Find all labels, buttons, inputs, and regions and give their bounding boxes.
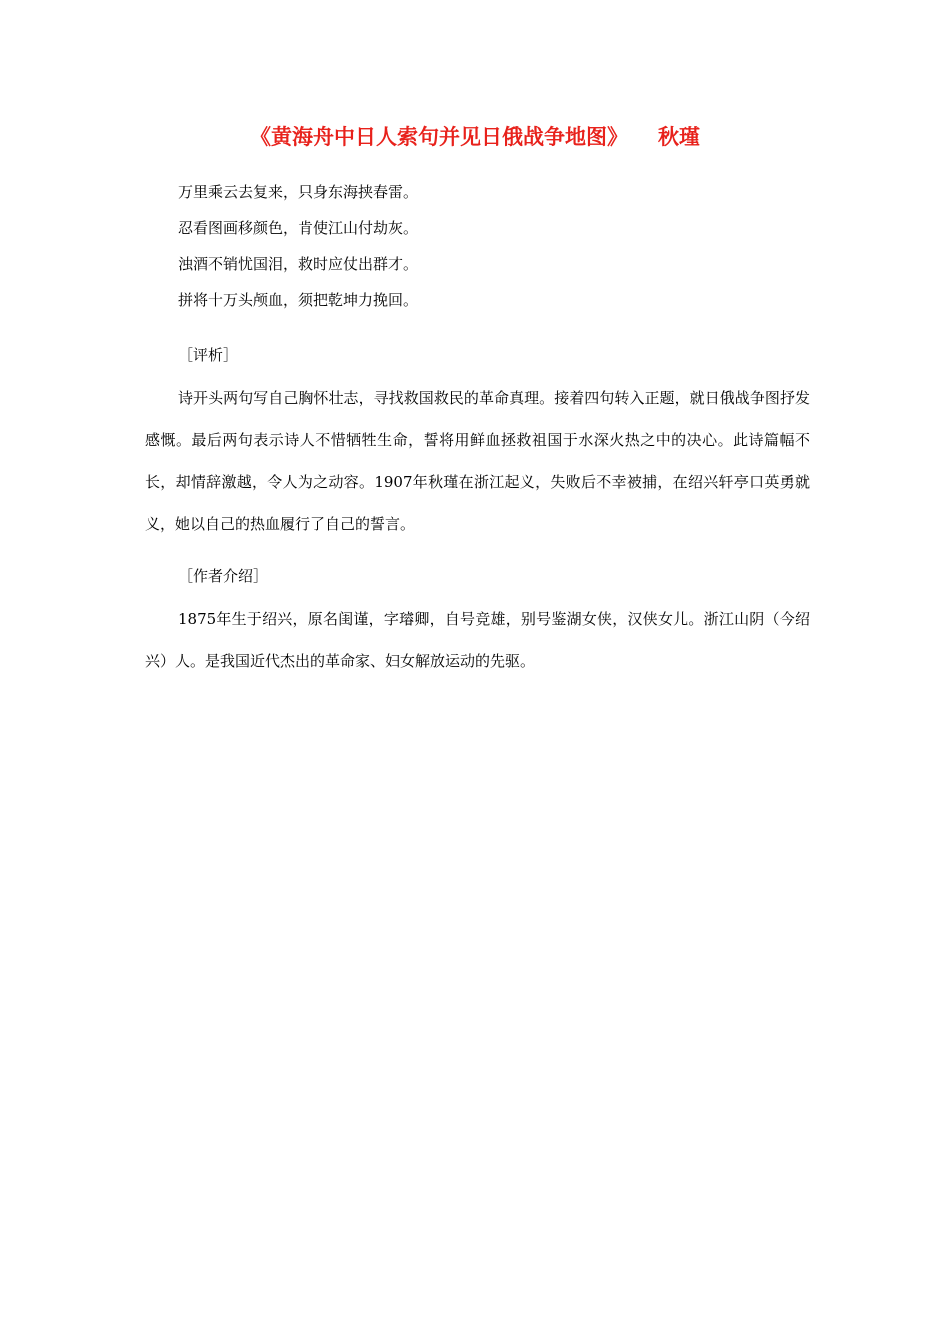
page-title [0, 122, 950, 152]
analysis-section [145, 343, 810, 545]
analysis-body: 诗开头两句写自己胸怀壮志，寻找救国救民的革命真理。接着四句转入正题，就日俄战争图抒发感慨。最后两句表示诗人不惜牺牲生命，誓将用鲜血拯救祖国于水深火热之中的决心。此诗篇幅不长，却情辞激越，令人为之动容。1907年秋瑾在浙江起义，失败后不幸被捕，在绍兴轩亭口英勇就义，她以自己的热血履行了自己的誓言。 [145, 389, 810, 533]
author-intro-body: 1875年生于绍兴，原名闺谨，字璿卿，自号竞雄，别号鉴湖女侠，汉侠女儿。浙江山阴（今绍兴）人。是我国近代杰出的革命家、妇女解放运动的先驱。 [145, 610, 810, 670]
author-intro-heading: ［作者介绍］ [178, 567, 269, 585]
author-intro-section [145, 564, 810, 682]
poem-line: 忍看图画移颜色，肯使江山付劫灰。 [178, 219, 419, 237]
poem-title: 《黄海舟中日人索句并见日俄战争地图》 [250, 124, 628, 149]
poem-line: 浊酒不销忧国泪，救时应仗出群才。 [178, 255, 419, 273]
poem-body [178, 174, 818, 318]
poem-author: 秋瑾 [658, 124, 700, 149]
poem-line: 拼将十万头颅血，须把乾坤力挽回。 [178, 291, 419, 309]
analysis-heading: ［评析］ [178, 346, 239, 364]
poem-line: 万里乘云去复来，只身东海挟春雷。 [178, 183, 419, 201]
